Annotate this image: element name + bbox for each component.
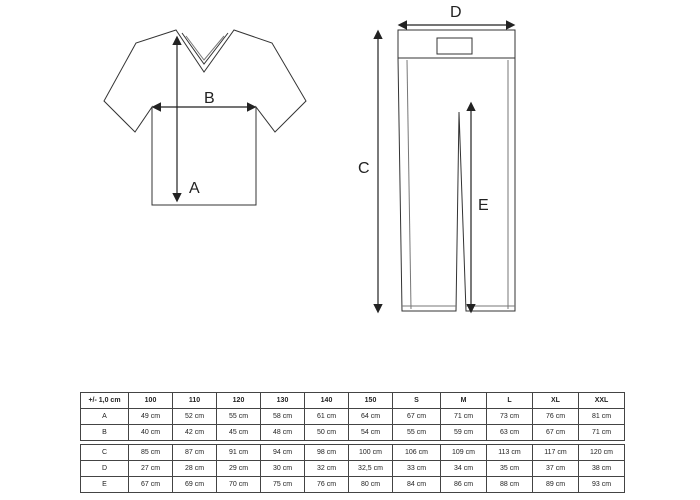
pants-outline [398,30,515,311]
measurement-cell: 93 cm [579,477,625,493]
measurement-cell: 70 cm [217,477,261,493]
measurement-cell: 64 cm [349,409,393,425]
size-header: XXL [579,393,625,409]
table-row [81,477,625,493]
measurement-cell: 98 cm [305,445,349,461]
measurement-cell: 38 cm [579,461,625,477]
measurement-cell: 35 cm [487,461,533,477]
measurement-cell: 67 cm [393,409,441,425]
measurement-cell: 89 cm [533,477,579,493]
size-header: 150 [349,393,393,409]
measurement-cell: 29 cm [217,461,261,477]
row-label: A [81,409,129,425]
measurement-cell: 113 cm [487,445,533,461]
shirt-measurements [81,409,625,441]
measurement-cell: 100 cm [349,445,393,461]
size-header-row [81,393,625,409]
measurement-cell: 59 cm [441,425,487,441]
size-header: M [441,393,487,409]
size-header: L [487,393,533,409]
measurement-cell: 106 cm [393,445,441,461]
measurement-cell: 40 cm [129,425,173,441]
measurement-cell: 75 cm [261,477,305,493]
measurement-cell: 30 cm [261,461,305,477]
measurement-cell: 81 cm [579,409,625,425]
pants-measurements [81,445,625,493]
dimension-a-label: A [189,180,200,197]
measurement-cell: 86 cm [441,477,487,493]
row-label: D [81,461,129,477]
tolerance-cell: +/- 1,0 cm [81,393,129,409]
measurement-cell: 120 cm [579,445,625,461]
dimension-b-label: B [204,90,215,107]
measurement-cell: 94 cm [261,445,305,461]
size-header: 100 [129,393,173,409]
measurement-cell: 54 cm [349,425,393,441]
shirt-outline [104,30,306,205]
table-row [81,425,625,441]
measurement-cell: 50 cm [305,425,349,441]
measurement-cell: 76 cm [305,477,349,493]
dimension-c-label: C [358,160,370,177]
size-header: 120 [217,393,261,409]
measurement-cell: 32,5 cm [349,461,393,477]
row-label: E [81,477,129,493]
measurement-cell: 55 cm [217,409,261,425]
size-table [80,392,625,493]
measurement-cell: 84 cm [393,477,441,493]
measurement-cell: 28 cm [173,461,217,477]
measurement-cell: 76 cm [533,409,579,425]
measurement-cell: 52 cm [173,409,217,425]
measurement-cell: 87 cm [173,445,217,461]
measurement-cell: 71 cm [579,425,625,441]
measurement-cell: 49 cm [129,409,173,425]
table-row [81,409,625,425]
size-header: 140 [305,393,349,409]
size-header: S [393,393,441,409]
measurement-cell: 58 cm [261,409,305,425]
measurement-cell: 27 cm [129,461,173,477]
measurement-cell: 80 cm [349,477,393,493]
measurement-cell: 67 cm [129,477,173,493]
row-label: C [81,445,129,461]
measurement-cell: 37 cm [533,461,579,477]
measurement-cell: 33 cm [393,461,441,477]
size-header: XL [533,393,579,409]
measurement-cell: 91 cm [217,445,261,461]
table-row [81,461,625,477]
measurement-cell: 61 cm [305,409,349,425]
dimension-d-label: D [450,4,462,21]
measurement-cell: 88 cm [487,477,533,493]
measurement-cell: 85 cm [129,445,173,461]
measurement-cell: 67 cm [533,425,579,441]
measurement-cell: 45 cm [217,425,261,441]
size-header: 110 [173,393,217,409]
measurement-cell: 42 cm [173,425,217,441]
measurement-cell: 69 cm [173,477,217,493]
table-row [81,445,625,461]
measurement-cell: 117 cm [533,445,579,461]
row-label: B [81,425,129,441]
measurement-cell: 48 cm [261,425,305,441]
measurement-cell: 109 cm [441,445,487,461]
size-header: 130 [261,393,305,409]
measurement-cell: 34 cm [441,461,487,477]
measurement-cell: 71 cm [441,409,487,425]
measurement-cell: 73 cm [487,409,533,425]
dimension-e-label: E [478,197,489,214]
measurement-cell: 32 cm [305,461,349,477]
measurement-cell: 55 cm [393,425,441,441]
measurement-cell: 63 cm [487,425,533,441]
